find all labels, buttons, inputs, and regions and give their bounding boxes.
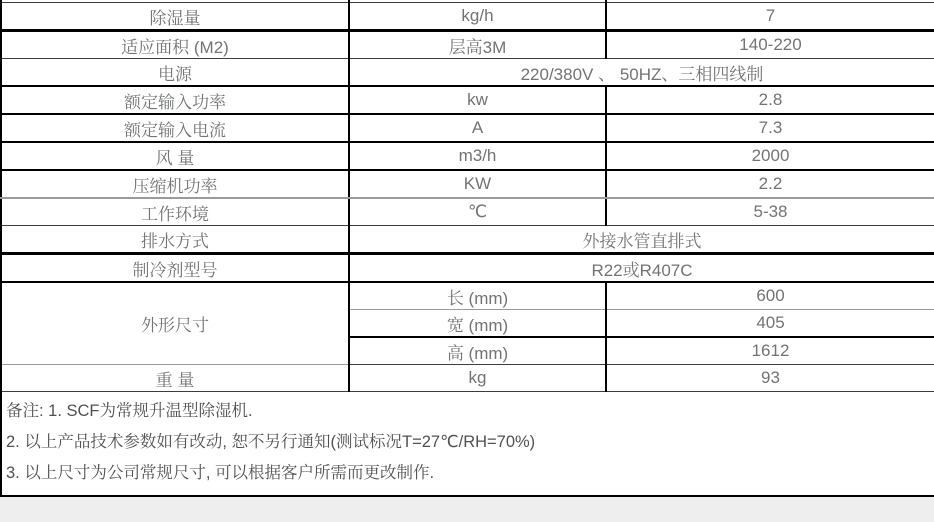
spec-label-cell: 重 量 — [1, 365, 349, 392]
spec-notes-row — [1, 392, 934, 497]
spec-row-dimensions-length — [1, 282, 934, 310]
spec-value-cell: 2000 — [606, 142, 934, 170]
spec-row-coverage-area — [1, 31, 934, 59]
notes — [1, 392, 934, 497]
spec-row-air-volume — [1, 142, 934, 170]
spec-unit-cell: m3/h — [349, 142, 606, 170]
spec-label-cell: 排水方式 — [1, 226, 349, 254]
spec-label-cell: 除湿量 — [1, 3, 349, 31]
spec-row-refrigerant-type — [1, 254, 934, 283]
spec-value-cell: 405 — [606, 310, 934, 338]
spec-row-rated-input-power — [1, 86, 934, 114]
spec-label-cell: 外形尺寸 — [1, 282, 349, 365]
spec-unit-cell: KW — [349, 170, 606, 198]
spec-label-cell: 风 量 — [1, 142, 349, 170]
spec-unit-cell: kg — [349, 365, 606, 392]
spec-row-weight — [1, 365, 934, 392]
spec-row-dehumidifying-capacity — [1, 3, 934, 31]
note-line-3: 3. 以上尺寸为公司常规尺寸, 可以根据客户所需而更改制作. — [6, 464, 435, 482]
spec-row-drainage-method — [1, 226, 934, 254]
spec-label-cell: 压缩机功率 — [1, 170, 349, 198]
spec-row-compressor-power — [1, 170, 934, 198]
spec-row-rated-input-current — [1, 114, 934, 142]
spec-row-working-environment — [1, 198, 934, 226]
spec-label-cell: 制冷剂型号 — [1, 254, 349, 283]
note-line-1: 备注: 1. SCF为常规升温型除湿机. — [6, 402, 253, 420]
spec-value-cell: 外接水管直排式 — [349, 226, 934, 254]
spec-value-cell: 7 — [606, 3, 934, 31]
spec-unit-cell: 高 (mm) — [349, 337, 606, 365]
spec-label-cell: 适应面积 (M2) — [1, 31, 349, 59]
spec-value-cell: R22或R407C — [349, 254, 934, 283]
spec-value-cell: 220/380V 、 50HZ、三相四线制 — [349, 59, 934, 87]
spec-value-cell: 93 — [606, 365, 934, 392]
spec-unit-cell: 宽 (mm) — [349, 310, 606, 338]
note-line-2: 2. 以上产品技术参数如有改动, 恕不另行通知(测试标况T=27℃/RH=70%) — [6, 433, 536, 451]
spec-value-cell: 2.8 — [606, 86, 934, 114]
spec-value-cell: 1612 — [606, 337, 934, 365]
spec-unit-cell: A — [349, 114, 606, 142]
spec-label-cell: 电源 — [1, 59, 349, 87]
spec-unit-cell: 长 (mm) — [349, 282, 606, 310]
spec-value-cell: 600 — [606, 282, 934, 310]
spec-label-cell: 额定输入电流 — [1, 114, 349, 142]
spec-unit-cell: ℃ — [349, 198, 606, 226]
spec-value-cell: 2.2 — [606, 170, 934, 198]
spec-unit-cell: kg/h — [349, 3, 606, 31]
spec-label-cell: 工作环境 — [1, 198, 349, 226]
spec-value-cell: 5-38 — [606, 198, 934, 226]
spec-label-cell: 额定输入功率 — [1, 86, 349, 114]
spec-unit-cell: kw — [349, 86, 606, 114]
spec-value-cell: 140-220 — [606, 31, 934, 59]
spec-value-cell: 7.3 — [606, 114, 934, 142]
spec-unit-cell: 层高3M — [349, 31, 606, 59]
spec-row-power-supply — [1, 59, 934, 87]
